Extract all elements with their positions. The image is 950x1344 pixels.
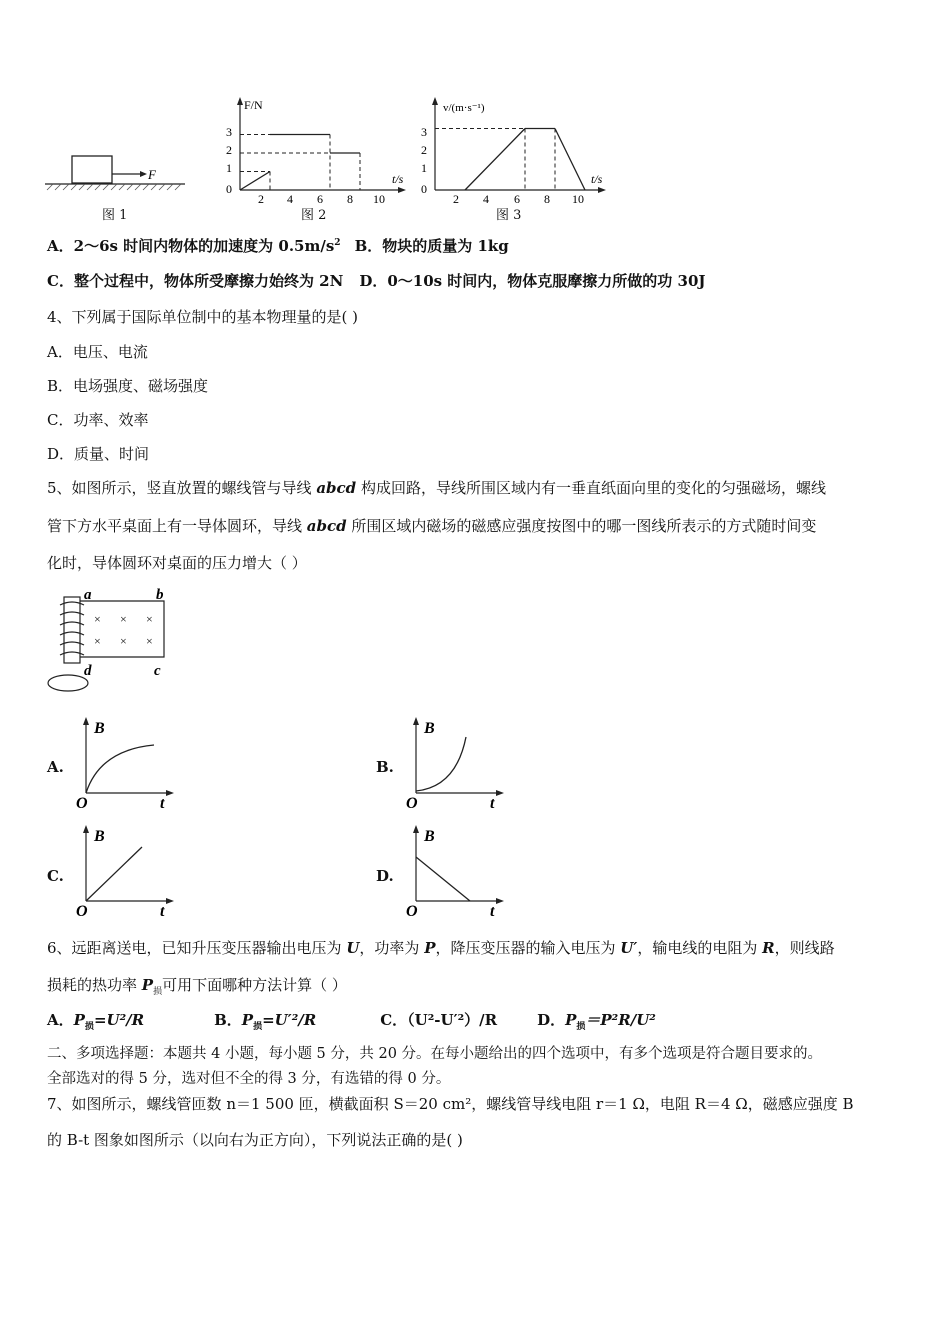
force-label: F	[148, 167, 156, 182]
section-2-heading-line1: 二、多项选择题：本题共 4 小题，每小题 5 分，共 20 分。在每小题给出的四个选项中，有多个选项是符合题目要求的。	[47, 1046, 823, 1062]
section-2-heading-line2: 全部选对的得 5 分，选对但不全的得 3 分，有选错的得 0 分。	[47, 1071, 451, 1087]
force-segment-0	[240, 172, 270, 191]
q5-option-a-graph	[70, 715, 180, 810]
y-label: B	[94, 720, 105, 737]
q5-stem-line1: 5、如图所示，竖直放置的螺线管与导线 abcd 构成回路，导线所围区域内有一垂直纸面向里的变化的匀强磁场，螺线	[47, 479, 826, 497]
svg-text:×: ×	[146, 612, 153, 626]
line-increasing	[86, 847, 142, 901]
label-a: a	[84, 587, 92, 603]
y-tick-1: 1	[421, 161, 427, 175]
q4-option-a: A．电压、电流	[47, 343, 148, 361]
q6-option-b: B．$P_损=U'^2/R$	[214, 1011, 317, 1032]
x-tick-8: 8	[347, 192, 353, 206]
x-label: t	[160, 795, 165, 810]
q5-option-b-label: B.	[376, 758, 394, 776]
q5-option-d-graph	[400, 823, 510, 918]
svg-text:×: ×	[94, 634, 101, 648]
origin-label: O	[76, 795, 88, 810]
x-label: t	[490, 903, 495, 918]
svg-text:×: ×	[120, 634, 127, 648]
origin-label: O	[76, 903, 88, 918]
x-tick-2: 2	[258, 192, 264, 206]
y-tick-3: 3	[226, 125, 232, 139]
q5-option-a-label: A.	[47, 758, 64, 776]
q5-stem-line3: 化时，导体圆环对桌面的压力增大（ ）	[47, 554, 307, 572]
origin-label: O	[406, 795, 418, 810]
q6-option-d: D．$P_损=P^2R/U^2$	[537, 1011, 656, 1032]
curve-exponential	[416, 737, 466, 791]
x-tick-2: 2	[453, 192, 459, 206]
q6-option-a: A．$P_损=U^2/R$	[47, 1011, 145, 1032]
label-b: b	[156, 587, 164, 603]
q3-option-a: A．2～6s 时间内物体的加速度为 $0.5m/s^2$ B．物块的质量为 1kg	[47, 237, 509, 255]
x-axis-arrow	[598, 187, 606, 193]
x-axis-label: t/s	[591, 172, 603, 186]
q4-option-b: B．电场强度、磁场强度	[47, 377, 209, 395]
wire-abcd	[80, 601, 164, 657]
y-tick-0: 0	[226, 182, 232, 196]
y-axis-arrow	[237, 97, 243, 105]
conducting-ring	[48, 675, 88, 691]
y-axis-label: v/(m·s⁻¹)	[443, 102, 485, 114]
q4-stem: 4、下列属于国际单位制中的基本物理量的是( )	[47, 308, 359, 326]
q7-stem-line2: 的 B-t 图象如图所示（以向右为正方向），下列说法正确的是( )	[47, 1131, 463, 1149]
svg-text:×: ×	[94, 612, 101, 626]
q5-option-d-label: D.	[376, 867, 394, 885]
x-tick-4: 4	[287, 192, 293, 206]
q3-option-b: B．物块的质量为 1kg	[354, 237, 509, 255]
y-label: B	[424, 828, 435, 845]
q7-stem-line1: 7、如图所示，螺线管匝数 n＝1 500 匝，横截面积 S＝20 cm²，螺线管导线电阻 r＝1 Ω，电阻 R＝4 Ω，磁感应强度 B	[47, 1095, 854, 1113]
velocity-segment-0	[465, 129, 525, 191]
y-axis-label: F/N	[244, 98, 263, 112]
svg-text:×: ×	[120, 612, 127, 626]
y-tick-1: 1	[226, 161, 232, 175]
figure-1-caption: 图 1	[102, 208, 128, 223]
q5-option-c-graph	[70, 823, 180, 918]
q3-option-c: C．整个过程中，物体所受摩擦力始终为 2N D．0～10s 时间内，物体克服摩擦力所做的功 30J	[47, 272, 706, 290]
curve-saturating	[86, 745, 154, 793]
q5-solenoid-circuit-figure	[44, 585, 184, 695]
x-tick-4: 4	[483, 192, 489, 206]
q5-stem-line2: 管下方水平桌面上有一导体圆环，导线 abcd 所围区域内磁场的磁感应强度按图中的哪一图线所表示的方式随时间变	[47, 517, 817, 535]
svg-text:×: ×	[146, 634, 153, 648]
q4-option-c: C．功率、效率	[47, 411, 149, 429]
x-tick-6: 6	[317, 192, 323, 206]
magnetic-field-crosses	[94, 612, 153, 648]
label-d: d	[84, 663, 92, 679]
x-tick-10: 10	[572, 192, 584, 206]
y-tick-3: 3	[421, 125, 427, 139]
x-axis-arrow	[398, 187, 406, 193]
line-decreasing	[416, 857, 470, 901]
q3-option-d: D．0～10s 时间内，物体克服摩擦力所做的功 30J	[359, 272, 706, 290]
x-label: t	[160, 903, 165, 918]
x-label: t	[490, 795, 495, 810]
ground-hatch	[47, 184, 181, 190]
q5-option-c-label: C.	[47, 867, 64, 885]
figure-2-caption: 图 2	[301, 208, 327, 223]
q6-stem-line1: 6、远距离送电，已知升压变压器输出电压为 U，功率为 P，降压变压器的输入电压为 U′，输电线的电阻为 R，则线路	[47, 939, 835, 957]
figure-2-force-time-graph	[220, 95, 410, 210]
velocity-segment-2	[555, 129, 585, 191]
y-label: B	[94, 828, 105, 845]
q6-option-c: C．（U²-U′²）/R	[380, 1011, 498, 1029]
q6-options	[47, 1010, 656, 1030]
y-tick-0: 0	[421, 182, 427, 196]
q6-stem-line2: 损耗的热功率 $P_损$可用下面哪种方法计算（ ）	[47, 976, 347, 997]
y-tick-2: 2	[226, 143, 232, 157]
y-axis-arrow	[432, 97, 438, 105]
x-tick-10: 10	[373, 192, 385, 206]
figure-3-caption: 图 3	[496, 208, 522, 223]
x-tick-8: 8	[544, 192, 550, 206]
force-arrowhead	[140, 171, 147, 177]
block	[72, 156, 112, 183]
x-axis-label: t/s	[392, 172, 404, 186]
q5-option-b-graph	[400, 715, 510, 810]
y-tick-2: 2	[421, 143, 427, 157]
q4-option-d: D．质量、时间	[47, 445, 150, 463]
figure-3-velocity-time-graph	[415, 95, 615, 210]
origin-label: O	[406, 903, 418, 918]
y-label: B	[424, 720, 435, 737]
x-tick-6: 6	[514, 192, 520, 206]
figure-1-block-diagram	[45, 150, 190, 198]
label-c: c	[154, 663, 161, 679]
